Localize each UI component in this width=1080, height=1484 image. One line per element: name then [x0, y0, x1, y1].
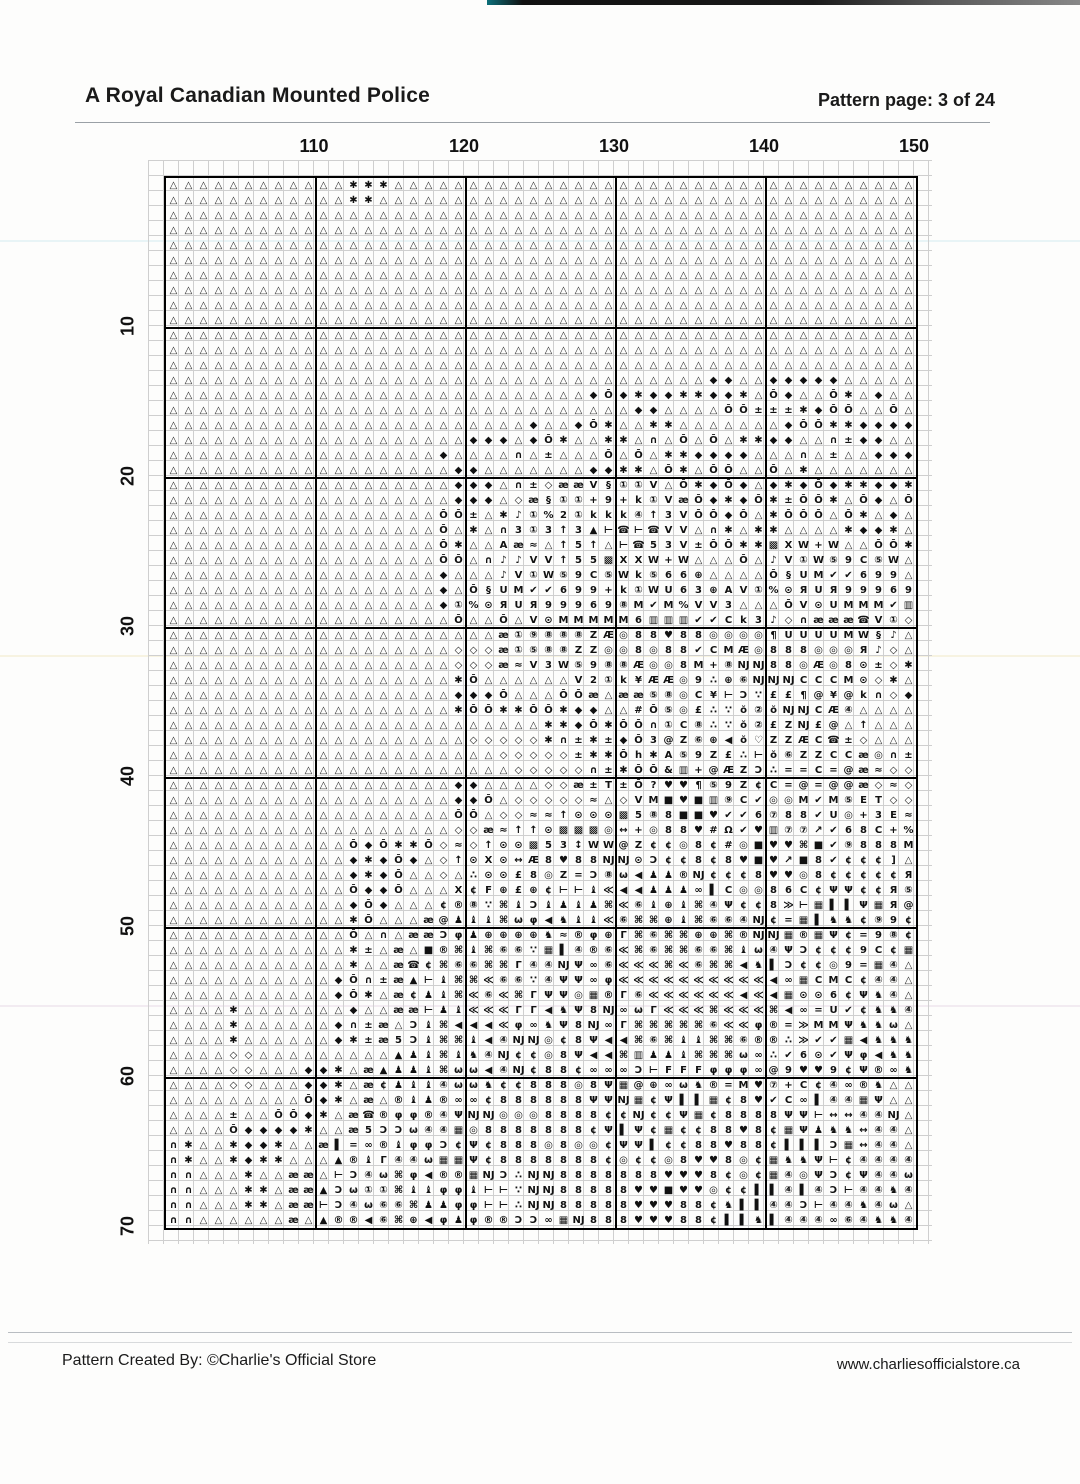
major-gridline-horizontal: [166, 327, 916, 329]
pattern-title: A Royal Canadian Mounted Police: [85, 84, 430, 107]
grid-row: ∩ ✱ △ △ ✱ ◆ ✱ ✱ △ △ △ ▲ ® ♝ Γ ④ ④ ω ▦ ▦ Ψ ¢ 8 8 8 8 8 8 8 ¢ ◎ ¢ ¢ ◎ 8 ♥ ♥ 8 ◎ ¢ ▦ ♞ ♞ Ψ ⊢ ¢ ④ ④ ④ ④: [169, 1155, 913, 1166]
grid-row: △ △ △ △ △ △ △ △ △ △ △ △ ◆ Ō ◆ △ △ △ ¢ ® ⑧ ∵ ⌘ ♝ Ɔ ♝ ♟ ♝ ♟ ⌘ ≪ ⑥ ♝ ⊕ ♝ ⌘ ④ Ψ ¢ ¢ 8 ≫ ⊢ ▦ ▌ ▌ Ψ ▦ Я @: [169, 900, 914, 911]
major-gridline-vertical: [765, 178, 767, 1228]
grid-row: △ △ △ △ △ △ △ △ △ △ △ △ ✱ Ō △ △ △ æ @ ♟ ♝ ♝ ⌘ ω φ ◀ ♞ ♝ ♝ ≪ ⑥ ⌘ ⌘ ⊕ ♝ ⌘ ⑥ ⑥ ④ Ǌ ¢ = ▦ ▌ ♞ ♞ ¢ ⑨ 9 ¢: [169, 915, 912, 926]
column-label-150: 150: [898, 136, 930, 156]
grid-row: △ △ △ △ △ △ △ △ △ △ △ △ △ △ △ △ △ △ △ △ △ △ △ △ △ △ △ △ △ △ △ △ △ △ △ △ △ △ △ △ △ △ △ △ △ △ △ △ △ △: [169, 300, 913, 311]
grid-row: △ △ △ △ △ △ △ △ △ △ △ △ △ △ △ △ △ △ Ō △ ✱ △ ∩ 3 ① 3 ↑ 3 ▲ ⊢ ☎ ⊢ ☎ V V △ ∩ ✱ △ ✱ ✱ △ △ △ △ ✱ ◆ ◆ ✱ △: [169, 525, 913, 536]
grid-row: △ △ △ △ ◇ ◇ △ △ △ ◆ ◆ ✱ △ æ ▲ ♟ ♟ ♝ ⌘ ω ω ◀ ④ Ǌ ¢ 8 8 ¢ ∞ ∞ ∞ Ɔ ⊢ F F F φ φ φ ∞ @ 9 ♥ ♥ 9 ¢ Ψ ® ∞ ♞: [169, 1065, 913, 1076]
grid-row: △ △ △ △ △ △ △ △ △ △ △ △ △ △ △ △ △ △ △ △ △ △ △ △ △ △ △ △ △ △ △ △ △ △ △ △ △ △ △ △ △ △ △ △ △ △ △ △ △ △: [169, 285, 913, 296]
header-divider: [75, 122, 990, 123]
grid-row: △ △ △ △ △ △ △ △ △ △ △ △ △ △ △ △ △ △ △ Ō △ △ Ō △ V ⊙ M M M M M 6 ▥ ▥ ▥ ✔ ✔ C k 3 ♪ ◇ ∩ æ æ æ ☎ V ① ◇: [169, 615, 913, 626]
major-gridline-vertical: [465, 178, 467, 1228]
row-label-60: 60: [117, 1065, 138, 1087]
row-label-70: 70: [117, 1215, 138, 1237]
grid-row: △ △ △ △ △ △ △ △ △ △ △ △ ✱ ✱ ✱ △ △ △ △ △ △ △ △ △ △ △ △ △ △ △ △ △ △ △ △ △ △ △ △ △ △ △ △ △ △ △ △ △ △ △: [169, 180, 913, 191]
footer-divider: [8, 1332, 1072, 1333]
footer-divider-2: [8, 1342, 1072, 1343]
grid-row: △ △ △ △ △ △ △ △ △ △ △ △ △ △ △ △ △ △ △ △ △ △ △ △ △ △ △ △ △ △ △ △ △ △ △ △ ◆ ◆ △ △ ◆ ◆ ◆ ◆ ◆ △ △ △ △ △: [169, 375, 913, 386]
grid-row: △ △ △ △ △ △ △ △ △ △ △ △ ◆ ✱ ◆ Ō ◆ △ ◇ ↑ ⊙ X ⊙ ↔ Æ 8 ♥ 8 8 Ǌ Ǌ ⊙ Ɔ ¢ ¢ 8 ¢ 8 ♥ ■ ♥ ↗ ■ 8 ✔ ¢ ¢ ¢ ] △: [169, 855, 913, 866]
grid-row: △ △ △ △ △ △ △ △ △ △ △ △ △ △ △ △ △ △ △ △ △ △ ◇ ◇ ◇ ◇ ◇ ± ✱ ✱ Ō h ✱ A ⑤ 9 Z £ ∴ ⊢ ŏ ⑥ Z Z C C æ ◎ ∩ ±: [169, 750, 913, 761]
website-text: www.charliesofficialstore.ca: [836, 1356, 1020, 1373]
grid-row: △ △ △ △ △ △ △ △ △ Ō ◆ ✱ △ æ △ ® ♝ ♟ ® ∞ ∞ ¢ 8 8 8 8 8 8 Ψ Ψ Ǌ ▦ ¢ Ψ ▌ ▌ ▦ ¢ 8 ♥ ✔ C ∞ ▌ ④ ④ ▦ Ψ △ △: [169, 1095, 913, 1106]
grid-row: △ △ △ △ △ △ △ △ △ △ △ △ △ △ △ △ △ △ ◆ △ Ō § U M ✔ ✔ 6 9 9 + k ① W U 6 3 ⊕ A V ① % ⊙ Я U Я 9 9 9 6 9: [169, 585, 912, 596]
major-gridline-horizontal: [166, 477, 916, 479]
grid-row: △ △ △ △ △ △ △ △ △ △ △ ◆ Ō ✱ △ æ ¢ ♟ ♝ ⌘ ≪ ⑥ ≪ ⌘ Γ Ψ Ψ ◎ ▦ ® Γ ⑥ ≪ ≪ ≪ ≪ ≪ ≪ ◀ ≪ ◀ ▦ ⊙ ⊙ 6 ¢ Ψ ♞ ④ △: [169, 990, 913, 1001]
grid-row: ∩ ∩ △ △ △ ✱ ✱ △ æ æ ▲ Ɔ ω ① ① ⌘ ♝ ♝ φ φ ♝ ⊢ ⊢ ∵ Ǌ Ǌ 8 8 8 8 8 ♥ ♥ ■ ♥ ♥ ◎ ¢ ¢ ▌ ▌ ④ ▌ ④ Ɔ ⊢ ④ ④ ♞ ④: [169, 1185, 913, 1196]
grid-row: △ △ △ △ ✱ △ △ △ △ △ △ △ ◆ △ △ æ æ ⊢ ♟ ♝ ≪ ≪ ≪ Γ Γ ◀ ♞ Ψ 8 Ǌ ∞ ω Γ ≪ ≪ ≪ ⌘ ≪ ≪ ≪ ⌘ ◀ ∞ = U ✔ ¢ ♞ ♞ ④: [169, 1005, 913, 1016]
grid-row: △ △ △ △ △ △ △ △ △ △ △ △ △ △ △ △ △ △ ◆ △ △ △ △ ∩ △ ± △ △ △ Ō △ Ō △ ✱ ✱ ◆ ◆ ◆ ◆ △ △ △ ∩ △ ± △ △ ◆ ◆ ◆: [169, 450, 913, 461]
page-footer: [62, 1352, 1020, 1373]
grid-row: △ △ △ △ △ △ △ △ △ △ △ △ △ △ △ △ △ △ △ ✱ Ō Ō ✱ ✱ Ō Ō ✱ ◆ ◆ △ △ # Ō ⑤ ◎ £ ∴ ∵ ŏ ② ŏ Ǌ Ǌ C Æ ④ △ △ △ △: [169, 705, 913, 716]
grid-row: △ △ △ △ △ △ △ △ △ △ △ △ ◆ ✱ ◆ Ō △ △ ◇ △ ∴ ⊙ ⊙ £ 8 ◎ Z = Ɔ ⑧ ω ◀ ♟ ♟ ® Ǌ ¢ ¢ ¢ 8 ♥ ♥ ◎ 8 ¢ ¢ ¢ ¢ ¢ Я: [169, 870, 913, 881]
row-label-40: 40: [117, 765, 138, 787]
grid-row: △ △ △ △ △ △ △ △ △ △ △ △ △ △ △ △ △ △ △ △ △ △ △ △ △ △ △ △ △ △ △ △ △ △ △ △ △ △ △ △ △ △ △ △ △ △ △ △ △ △: [169, 360, 913, 371]
grid-row: △ △ △ △ △ △ △ △ △ △ △ △ ✱ ✱ △ △ △ △ △ △ △ △ △ △ △ △ △ △ △ △ △ △ △ △ △ △ △ △ △ △ △ △ △ △ △ △ △ △ △ △: [169, 195, 913, 206]
grid-row: △ △ △ △ △ △ △ △ △ △ △ △ △ △ △ △ △ △ △ ◆ ◆ ◆ Ō △ △ △ Ō Ō æ △ æ æ ⑤ ⑧ ◎ C ¥ ⊢ Ɔ ∵ £ £ ¶ @ ¥ @ k ∩ ◇ ◆: [169, 690, 913, 701]
grid-row: △ △ △ △ ◇ ◇ △ △ △ △ △ △ △ △ △ ▲ ♟ ♝ ⌘ ♝ ♞ ④ Ǌ ¢ ¢ ◎ 8 Ψ ◀ ◀ ⌘ ▥ ♟ ♟ ♝ ⌘ ⌘ ⌘ ω ∞ ∴ ✔ 6 ⊙ ✔ Ψ φ ◀ ♞ ♞: [169, 1050, 913, 1061]
grid-row: △ △ △ △ △ △ △ △ △ △ △ △ △ △ △ △ △ △ △ △ △ △ △ △ △ △ △ △ △ △ △ △ △ △ △ △ △ △ △ △ △ △ △ △ △ △ △ △ △ △: [169, 255, 913, 266]
grid-row: △ △ △ △ △ △ △ △ △ △ △ △ △ △ △ △ △ △ Ō Ō △ ∩ ♪ ♪ V V ↑ 5 5 ▩ X X W + W △ △ △ Ō △ ♪ V ① W ⑤ 9 C ⑤ W △: [169, 555, 913, 566]
grid-row: △ △ △ △ △ △ △ △ △ △ △ △ △ △ △ △ △ △ △ ◇ ◇ ◇ æ ≈ V 3 W ⑤ 9 ⑧ ⑧ Æ ◎ ◎ 8 M + ⑧ Ǌ Ǌ 8 8 ◎ Æ ◎ 8 ⊙ ± ◇ ✱: [169, 660, 913, 671]
scan-artifact-bar: [487, 0, 1080, 5]
grid-row: △ △ △ △ △ △ △ △ △ △ △ △ △ △ △ △ △ △ △ ◆ ◆ ◆ △ ◇ æ § ① ① + 9 + k ① V æ Ō ◆ ✱ ◆ Ō ✱ ± Ō Ō ✱ △ Ō ◆ △ Ō: [169, 495, 913, 506]
grid-row: △ △ △ △ △ △ △ △ △ △ △ △ △ △ △ △ △ △ △ △ △ △ △ △ ◆ △ △ ◆ Ō ✱ △ △ ✱ ✱ △ △ △ △ △ △ △ ◆ Ō Ō ✱ ✱ ◆ ◆ ◆ ◆: [169, 420, 913, 431]
grid-row: △ △ △ △ △ △ △ △ △ △ △ △ △ △ △ △ △ △ △ ◆ ◆ △ △ △ △ ◇ ◇ æ ± T ± Ō ? ♥ ♥ ¶ ⑤ 9 Z ¢ C = @ = @ @ æ ◇ ≈ ◇: [169, 780, 913, 791]
major-gridline-horizontal: [166, 927, 916, 929]
grid-row: ∩ ∩ △ △ △ ✱ △ △ æ æ △ ⊢ Ɔ ④ ω ⌘ φ ◀ ® ® ▦ Ǌ Ɔ ∴ Ǌ Ǌ 8 8 8 8 8 8 8 ♥ ♥ ♥ 8 ¢ ◎ ¢ ▦ ④ ◎ Ψ Ɔ ¢ Ψ ④ ④ ω: [169, 1170, 913, 1181]
grid-row: △ △ △ △ △ △ △ △ △ △ △ △ △ △ △ △ △ △ △ △ △ △ △ △ △ △ △ △ △ △ △ △ △ △ △ △ △ △ △ △ △ △ △ △ △ △ △ △ △ △: [169, 225, 913, 236]
major-gridline-vertical: [315, 178, 317, 1228]
grid-row: △ △ △ △ △ △ △ △ △ △ △ △ △ △ △ △ △ △ △ △ △ △ △ △ △ △ △ △ △ △ △ △ △ △ △ △ △ △ △ △ △ △ △ △ △ △ △ △ △ △: [169, 240, 913, 251]
grid-row: △ △ △ △ △ △ △ △ △ △ △ △ Ō △ ∩ △ æ æ Ɔ φ ♟ ⊕ ⊕ ⊕ ⊕ ♞ ≈ ® φ ⊕ Γ ⌘ ⑥ ⌘ ⌘ ⊕ ⊕ ⌘ ® Ǌ Ǌ ▦ ® ▦ Ψ ¢ = 9 ⑧ ¢: [169, 930, 912, 941]
grid-row: △ △ △ △ △ △ △ △ △ △ △ △ △ △ △ △ △ △ △ ◆ ◆ △ △ △ △ △ △ △ ◆ ◆ ✱ ✱ △ Ō ✱ △ Ō Ō △ △ Ō △ ✱ △ △ △ △ △ △ △: [169, 465, 913, 476]
grid-row: △ △ △ △ ◇ ◇ △ △ △ ◆ ◆ ✱ △ æ ¢ ♟ ♝ ♝ ④ ω ω ♞ ¢ ¢ 8 8 8 ◎ 8 Ψ ▦ @ ⊕ ∞ ω ♞ ® = M ♥ ⑦ + C ¢ ④ ∞ ® ♞ △ △: [169, 1080, 913, 1091]
grid-row: △ △ △ △ △ △ △ △ △ △ △ △ △ △ △ △ △ △ Ō Ō ± △ ✱ ♪ ① % 2 ① k k k ④ ↑ 3 V Ō Ō ◆ Ō △ ✱ Ō Ō Ō △ Ō ✱ △ ◆ △: [169, 510, 913, 521]
row-labels: [117, 176, 144, 1237]
grid-row: △ △ △ △ △ △ △ △ △ △ △ △ △ △ △ △ △ △ △ △ △ △ △ △ △ △ △ △ △ △ △ △ △ △ △ △ △ △ △ △ △ △ △ △ △ △ △ △ △ △: [169, 330, 913, 341]
grid-row: △ △ △ △ ✱ △ △ △ △ △ △ ◆ ∩ ± æ △ Ɔ ♝ ⌘ ◀ ◀ ◀ ≪ φ ∞ ♞ Ψ 8 Ǌ ∞ Γ ⌘ ⌘ ⌘ ⌘ ⌘ ⑥ ≪ ≪ φ ® = ≫ M M Ψ ♞ ♞ ω △: [169, 1020, 913, 1031]
grid-row: △ △ △ △ △ △ △ △ △ △ △ △ △ △ △ △ △ △ Ō ✱ △ △ A æ ≈ △ ↑ 5 ↑ △ ⊢ ☎ 5 3 V ± Ō Ō ✱ ✱ ▩ X W + W △ △ Ō Ō ✱: [169, 540, 913, 551]
row-label-50: 50: [117, 915, 138, 937]
column-label-130: 130: [598, 136, 630, 156]
grid-row: △ △ △ △ △ △ △ △ △ △ △ △ △ △ △ △ △ △ △ ◇ ◇ ◇ æ ① ⑤ ⑧ ⑧ Z Z ◎ ◎ 8 ◎ 8 8 ✔ C M Æ ◎ 8 8 8 ◎ ◎ ◎ Я ♪ ◇ △: [169, 645, 913, 656]
column-label-120: 120: [448, 136, 480, 156]
grid-row: △ △ △ △ △ △ △ △ △ △ △ △ ✱ △ △ æ ☎ ¢ ⌘ ⑥ ⑥ ⌘ ⌘ Γ ④ ④ Ǌ Ψ ∞ ⑥ ≪ ≪ ≪ ⌘ ≪ ⑥ ⌘ ⌘ ◀ ♞ ▌ Ɔ ¢ ¢ ◎ 9 = ▦ ④ △: [169, 960, 913, 971]
grid-row: △ △ △ △ △ △ △ △ △ △ △ △ △ △ △ △ △ △ △ △ △ △ △ ◇ ◇ ◇ ◇ ◇ ∩ ± ✱ Ō Ō & ▥ + @ Æ Z Ɔ ∴ = = C = @ æ ≈ ◇ ◇: [169, 765, 913, 776]
grid-row: △ △ △ △ △ △ △ △ △ △ △ △ △ △ △ △ △ △ △ △ △ △ △ △ △ △ △ △ △ △ △ △ △ △ △ △ △ △ △ △ △ △ △ △ △ △ △ △ △ △: [169, 315, 913, 326]
grid-row: △ △ △ △ △ △ △ △ △ △ △ △ Ō ◆ ◆ Ō △ △ △ X ¢ F ⊕ £ ⊕ ¢ ⊢ ⊢ ♝ ≪ ◀ ◀ ♟ ♟ ♟ ∞ ▌ C ◎ ◎ 8 6 C ¢ Ψ Ψ ¢ ¢ Я ⑤: [169, 885, 913, 896]
grid-row: △ △ △ △ △ △ △ △ △ △ △ △ △ △ △ △ △ △ △ △ △ △ △ △ △ △ △ △ △ △ △ △ △ △ △ △ △ △ △ △ △ △ △ △ △ △ △ △ △ △: [169, 210, 913, 221]
grid-row: △ △ △ △ △ △ △ △ △ △ △ △ △ △ △ △ △ △ △ △ △ △ △ △ △ △ △ △ △ △ △ △ △ △ △ △ △ △ △ △ △ △ △ △ △ △ △ △ △ △: [169, 345, 913, 356]
column-label-110: 110: [299, 136, 329, 156]
major-gridline-horizontal: [166, 1077, 916, 1079]
grid-row: △ △ △ △ △ △ △ △ △ △ △ △ △ △ △ △ △ △ △ △ ◆ ◆ ◆ △ ◆ Ō ✱ △ △ ✱ ✱ △ ∩ △ Ō △ Ō △ ✱ ✱ ◆ ◆ △ △ ∩ ± ◆ ◆ △ △: [169, 435, 913, 446]
grid-row: △ △ △ △ △ △ △ △ △ △ △ △ △ △ △ △ △ △ △ Ō Ō △ ◇ ◇ ≈ ≈ ↑ ⊙ ⊙ ⊙ ▩ 5 ⑧ 8 ■ ■ ♥ ✔ ✔ 6 ⑦ 8 8 ✔ U ◎ + 3 E ≈: [169, 810, 913, 821]
grid-row: ∩ ∩ △ △ △ ✱ ✱ △ æ æ ⊢ Ɔ ④ ω ⑥ ⑥ ⌘ ♟ ♟ φ φ ⊢ ⊢ ∴ Ǌ Ǌ 8 8 8 8 8 ♥ ♥ ♥ 8 8 ¢ ♞ ▌ ▌ ④ ④ Ɔ ⊢ ④ ④ ♞ ④ ω △: [169, 1200, 913, 1211]
grid-row: △ △ △ △ △ △ △ △ △ △ △ △ △ △ △ △ △ △ △ △ △ △ △ △ △ △ △ △ △ △ △ △ △ △ △ △ △ △ △ △ △ △ △ △ △ △ △ △ △ △: [169, 270, 913, 281]
chart-cells: [166, 178, 916, 1228]
grid-row: △ △ △ △ △ △ △ △ △ △ △ △ △ △ △ △ △ △ △ △ △ △ △ △ △ ✱ ✱ ◆ Ō ✱ Ō Ō ∩ ① C ⑧ ∴ ∵ ŏ ② £ Z Ǌ £ @ △ ↑ △ △ △: [169, 720, 913, 731]
grid-row: ∩ ✱ △ △ ✱ ◆ ◆ ✱ △ △ æ ▌ = ∞ ® ♝ φ φ Ɔ ¢ Ψ ¢ 8 8 8 ◎ 8 ◎ ◎ ¢ Ψ Ψ ▌ ¢ ¢ 8 8 ♥ 8 8 ¢ ▌ ▌ ▌ Ɔ ▦ ↔ ④ ④ △: [169, 1140, 913, 1151]
row-label-10: 10: [117, 315, 138, 337]
row-label-20: 20: [117, 465, 138, 487]
stitch-chart: [148, 160, 932, 1244]
major-gridline-horizontal: [166, 627, 916, 629]
grid-row: △ △ △ △ △ △ △ △ △ △ △ △ Ō ◆ Ō ✱ ✱ Ō ◇ ≈ ◇ ↑ ⊙ ⊙ ▩ 5 3 ↕ W W @ Z ¢ ¢ ◎ 8 ¢ # ◎ ■ ♥ ♥ ⌘ ■ ✔ ⑨ 8 8 8 M: [169, 840, 914, 851]
column-label-140: 140: [748, 136, 780, 156]
grid-row: △ △ △ △ △ △ △ △ △ △ △ △ ✱ ± △ æ △ ■ ® ⌘ ♝ ⌘ ⑥ ⑥ ∵ ▦ ▌ ④ ® ⑥ ≪ ⌘ ⑥ ⌘ ⌘ ⑥ ⑥ ⌘ ♝ ω ④ Ψ Ɔ ¢ ¢ ¢ 9 C ¢ ▦: [169, 945, 914, 956]
column-labels: [164, 136, 930, 158]
chart-frame: [164, 176, 918, 1230]
grid-row: △ △ △ △ △ △ △ △ △ △ △ △ △ △ △ △ △ △ ◆ △ △ △ ♪ V ① W ⑤ 9 C ⑤ W k ⑤ 6 6 ⊕ △ △ △ △ Ō § U M ✔ ✔ 6 9 9 △: [169, 570, 913, 581]
page-number: Pattern page: 3 of 24: [817, 90, 995, 110]
page-header: [85, 84, 995, 108]
grid-row: △ △ △ △ △ △ △ △ △ △ △ △ △ △ △ △ △ △ △ ◆ ◆ ◆ △ ∩ ± ◇ æ æ V § ① ① V △ Ō ✱ ◆ Ō ◆ △ ◆ ✱ ◆ Ō ◆ ✱ ✱ ◆ ◆ ✱: [169, 480, 913, 491]
grid-row: △ △ △ △ △ △ △ △ △ △ △ △ △ △ △ △ △ △ △ △ ◇ ◇ ◇ ◇ ◇ ✱ ∩ ± ✱ ± ◆ Ō 3 @ Z ⑥ ⊕ ◀ ŏ ♡ Z Z Æ C ☎ ± ◇ △ △ △: [169, 735, 913, 746]
major-gridline-horizontal: [166, 777, 916, 779]
major-gridline-vertical: [615, 178, 617, 1228]
grid-row: △ △ △ △ ✱ △ △ △ △ △ △ ◆ ✱ ± æ 5 Ɔ ♝ ⌘ ⌘ ♝ ◀ ④ Ǌ Ǌ ◎ ¢ 8 Ψ ◀ ◀ ⌘ ⑥ ⌘ ♝ ♝ ⌘ ⌘ ⑥ ® ® ∴ ≫ ✔ ✔ ▦ ◀ ♞ ♞ ♞: [169, 1035, 913, 1046]
grid-row: △ △ △ △ △ △ △ △ △ △ △ ◆ Ō ∩ ± æ ▲ ⊢ ♝ ⌘ ⌘ ≪ ⑥ ⑥ ∵ ④ Ψ Ψ ∞ φ ≪ ≪ ≪ ≪ ≪ ≪ ≪ ≪ ≪ ≪ ◀ ∞ ▦ C M C ¢ ④ ④ △: [169, 975, 913, 986]
grid-row: △ △ △ △ △ △ △ △ △ △ △ △ △ △ △ △ △ △ △ △ △ △ △ △ △ △ △ △ △ △ △ ◆ ◆ △ △ △ △ Ō Ō ± ± ± ✱ ◆ Ō Ō △ △ Ō △: [169, 405, 913, 416]
grid-row: △ △ △ △ △ △ △ △ △ △ △ △ △ △ △ △ △ △ △ ✱ Ō △ △ △ △ △ △ V 2 ① k ¥ Æ Æ ◎ 9 ∴ ⊕ ⑥ Ǌ Ǌ Ǌ C C C M ⊙ ◇ ✱ △: [169, 675, 913, 686]
grid-row: ∩ ∩ △ △ △ △ △ △ æ △ ▲ ® ® ◀ ⑥ ⌘ ⊕ ◀ φ ♟ φ ® ® Ɔ Ɔ ∞ ▦ Ǌ 8 8 8 ♥ ♥ ♥ 8 8 ¢ ▌ ▌ ♞ ▌ ④ ④ ④ ∞ ⑥ ④ ♞ ♞ ④: [169, 1215, 913, 1226]
grid-row: △ △ △ △ △ △ △ △ △ △ △ △ △ △ △ △ △ △ △ △ △ △ æ ① ⑨ ⑧ ⑧ ⑧ Z Æ ◎ 8 8 ♥ 8 8 ◎ ◎ ◎ ◎ ¶ U U U U M W § ♪ △: [169, 630, 913, 641]
grid-row: △ △ △ △ △ △ △ △ △ △ △ △ △ △ △ △ △ △ △ ◇ ◇ æ ≈ ↑ ↑ ⊙ ▩ ▩ ▩ ◎ ↔ + ◎ 8 8 ♥ # Ω ✔ ♥ ▥ ⑦ ⑦ ↗ ✔ 6 8 C + %: [169, 825, 914, 836]
grid-row: △ △ △ △ △ △ △ △ △ △ △ △ △ △ △ △ △ △ ◆ ① % ⊙ Я U Я 9 9 9 6 9 ⑧ M ✔ M % V V 3 △ △ △ Ō V ⊙ U M M M ✔ ▥: [169, 600, 914, 611]
row-label-30: 30: [117, 615, 138, 637]
grid-row: △ △ △ △ ± △ △ Ō Ō ◆ ✱ △ æ ☎ ® φ φ ® ④ Ψ Ǌ Ǌ ◎ ◎ ◎ 8 8 8 8 ¢ ¢ Ǌ ¢ ¢ Ψ ▦ ¢ 8 8 8 8 Ψ Ψ ⊢ ↔ ↔ ④ ④ Ǌ △: [169, 1110, 913, 1121]
created-by-text: Pattern Created By: ©Charlie's Official Store: [62, 1352, 377, 1369]
grid-row: △ △ △ △ Ō ◆ ◆ ◆ ◆ ✱ △ △ æ 5 Ɔ Ɔ ω ④ ④ ▦ ◎ 8 8 8 8 8 8 8 ¢ Ψ ▌ Ψ ¢ ▦ ¢ ¢ 8 8 ♥ 8 ¢ ▦ Ψ ♟ ♞ ♞ ↔ ④ ④ △: [169, 1125, 913, 1136]
grid-row: △ △ △ △ △ △ △ △ △ △ △ △ △ △ △ △ △ △ △ △ △ △ △ △ △ △ △ △ ◆ Ō ◆ ✱ ◆ ◆ ✱ ✱ ◆ ◆ ✱ △ Ō ◆ △ △ Ō ✱ △ ◆ △ △: [169, 390, 913, 401]
grid-row: △ △ △ △ △ △ △ △ △ △ △ △ △ △ △ △ △ △ △ ◆ ◆ Ō △ ◇ ◇ ◇ ◇ ◇ ≈ △ ◇ V M ■ ♥ ■ ▥ ⑨ C ✔ ◎ ◎ M ✔ M ⑤ E T ◇ ◇: [169, 795, 913, 806]
